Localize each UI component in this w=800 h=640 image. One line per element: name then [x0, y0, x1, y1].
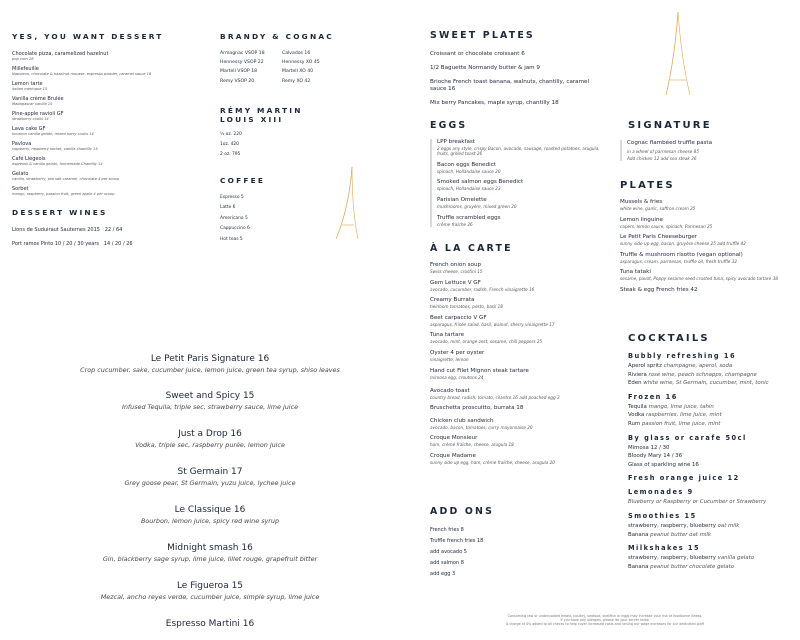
- coffee-list: Espresso 5 Latte 6 Americano 5 Cappuccino 6 Hot teas 5: [220, 194, 250, 242]
- cocktail-group-title: Fresh orange juice 12: [628, 474, 740, 483]
- brandy-title: BRANDY & COGNAC: [220, 32, 334, 41]
- cocktail-item-name: Banana: [628, 531, 649, 538]
- signature-section: [620, 120, 790, 161]
- plate-item-desc: sesame, pavot, Poppy sesame seed crusted tuna, spicy avocado tartare 38: [620, 276, 778, 282]
- house-cocktail-desc: Crop cucumber, sake, cucumber juice, lemon juice, green tea syrup, shiso leaves: [80, 366, 340, 374]
- cocktail-item: [628, 462, 798, 469]
- plate-item-name: Lemon linguine: [620, 216, 663, 223]
- eggs-title: EGGS: [430, 120, 468, 131]
- house-cocktail-name: St Germain 17: [177, 467, 243, 477]
- house-cocktail-desc: Vodka, triple sec, raspberry purée, lemon juice: [135, 441, 285, 449]
- cocktail-item: [628, 404, 798, 411]
- carte-item-name: Creamy Burrata: [430, 297, 475, 304]
- plate-item-desc: capers, lemon sauce, spinach, Parmesan 25: [620, 223, 713, 229]
- house-cocktail: [0, 354, 420, 374]
- cocktail-item: [628, 555, 798, 562]
- dessert-item-name: Gelato: [12, 171, 29, 177]
- dessert-item: [12, 171, 202, 181]
- footer-line: If you have any allergies, please let your server know.: [560, 618, 650, 623]
- cocktail-item-desc: passion fruit, lime juice, mint: [641, 420, 721, 427]
- dessert-item-name: Pavlova: [12, 141, 32, 147]
- carte-item: [430, 315, 605, 327]
- plate-item-name: Le Petit Paris Cheeseburger: [620, 234, 697, 241]
- addons-list: French fries 8 Truffle french fries 18 add avocado 5 add salmon 8 add egg 3: [430, 527, 484, 577]
- cocktail-group: [628, 434, 798, 469]
- carte-item-desc: mimosa egg, croutons 24: [430, 374, 484, 380]
- carte-item: [430, 453, 605, 465]
- dessert-item: [12, 156, 202, 166]
- egg-item-desc: crème fraîche 26: [437, 221, 473, 227]
- brandy-cell: Calvados 16: [282, 51, 311, 56]
- plate-item: [620, 199, 790, 211]
- house-cocktail: [0, 619, 420, 629]
- brandy-cell: Martell XO 40: [282, 69, 314, 75]
- egg-item-desc: spinach, Hollandaise sauce 23: [437, 186, 501, 192]
- cocktail-item: [628, 564, 798, 571]
- carte-list: [430, 262, 605, 380]
- dessert-item-name: Sorbet: [12, 186, 29, 192]
- footer-line: Consuming raw or undercooked meats, poultry, seafood, shellfish or eggs may increase your risk of foodborne illness.: [507, 614, 703, 618]
- dessert-item: [12, 66, 202, 76]
- cocktail-group: [628, 352, 798, 387]
- egg-item-name: Truffle scrambled eggs: [437, 214, 501, 221]
- cocktail-item: [628, 372, 798, 379]
- plate-item: [620, 234, 790, 246]
- cocktail-item-desc: Blueberry or Raspberry or Cucumber or Strawberry: [628, 499, 767, 506]
- carte-item: [430, 332, 605, 344]
- carte-item-name: Beet carpaccio V GF: [430, 314, 487, 321]
- cocktail-item-name: Tequila: [628, 403, 647, 410]
- cocktail-group-title: Bubbly refreshing 16: [628, 352, 737, 360]
- signature-title: SIGNATURE: [628, 120, 712, 131]
- addons-section: [430, 506, 605, 580]
- cocktail-item: [628, 499, 798, 506]
- sweet-item: 1/2 Baguette Normandy butter & jam 9: [430, 65, 540, 71]
- carte-item: [430, 262, 605, 274]
- carte-item-name: Croque Madame: [430, 452, 476, 459]
- cocktail-group-title: Milkshakes 15: [628, 544, 701, 553]
- carte-section: [430, 243, 605, 471]
- cocktail-item-desc: peanut butter chocolate gelato: [650, 563, 735, 570]
- carte-item-name: Oyster 4 per oyster: [430, 349, 485, 356]
- carte-list-2: [430, 388, 605, 465]
- house-cocktail-name: Le Figueroa 15: [176, 581, 244, 591]
- house-cocktail: [0, 543, 420, 563]
- carte-item-desc: asparagus, frisée salad, basil, walnut, sherry vinaigrette 17: [430, 321, 555, 327]
- plate-item: [620, 252, 790, 264]
- carte-item-name: Hand cut Filet Mignon steak tartare: [430, 367, 529, 374]
- carte-item-name: Croque Monsieur: [430, 435, 478, 442]
- dessert-item-name: Millefeuille: [12, 66, 39, 72]
- plate-item: [620, 287, 790, 294]
- cocktail-item-desc: white wine, St Germain, cucumber, mint, tonic: [643, 380, 769, 387]
- sweet-item: Mix berry Pancakes, maple syrup, chantilly 18: [430, 100, 559, 106]
- cocktail-item: [628, 421, 798, 428]
- dessert-item-name: Lava cake GF: [12, 126, 46, 132]
- house-cocktail: [0, 467, 420, 487]
- egg-item: [437, 197, 605, 209]
- plate-item-name: Steak & egg French fries 42: [620, 286, 698, 293]
- house-cocktail-name: Le Classique 16: [174, 505, 246, 515]
- carte-item-name: Gem Lettuce V GF: [430, 279, 481, 286]
- eiffel-tower-sketch-right: [662, 10, 692, 100]
- brandy-cell: Armagnac VSOP 18: [220, 51, 265, 56]
- brandy-cell: Hennessy XO 45: [282, 60, 320, 66]
- carte-item: [430, 368, 605, 380]
- carte-item: [430, 297, 605, 309]
- plate-item-desc: sunny side-up egg, bacon, gruyère cheese 25 add truffle 42: [620, 241, 746, 247]
- cocktail-item-name: Vodka: [628, 412, 645, 419]
- plate-item: [620, 269, 790, 281]
- cocktail-item-name: Eden: [628, 380, 642, 387]
- eggs-list: [430, 139, 605, 227]
- carte-item: [430, 418, 605, 430]
- carte-item: [430, 388, 605, 400]
- sweet-plates-section: [430, 30, 605, 107]
- cocktail-group-title: By glass or carafe 50cl: [628, 433, 747, 442]
- house-cocktail: [0, 391, 420, 411]
- addons-title: ADD ONS: [430, 506, 495, 517]
- dessert-wine-1: Lions de Suduiraut Sauternes 2015 22 / 64: [12, 227, 123, 234]
- brandy-cell: Hennessy VSOP 22: [220, 60, 264, 66]
- cocktail-group-title: Smoothies 15: [628, 511, 697, 520]
- dessert-item-desc: pop corn 28: [12, 57, 34, 61]
- brandy-cell: Remy VSOP 20: [220, 78, 255, 84]
- house-cocktail: [0, 429, 420, 449]
- egg-item: [437, 215, 605, 227]
- egg-item: [437, 162, 605, 174]
- house-cocktail: [0, 581, 420, 601]
- cocktail-group-title: Frozen 16: [628, 392, 678, 401]
- carte-item-name: French onion soup: [430, 262, 482, 268]
- dessert-item: [12, 126, 202, 136]
- cocktail-item-desc: mango, lime juice, tahin: [648, 403, 714, 410]
- dessert-title: YES, YOU WANT DESSERT: [12, 32, 164, 41]
- carte-item-name: Bruschetta proscuitto, burrata 18: [430, 405, 524, 412]
- house-cocktail-name: Espresso Martini 16: [165, 619, 255, 629]
- cocktail-item: [628, 363, 798, 370]
- cocktail-item-desc: raspberries, lime juice, mint: [646, 412, 722, 419]
- dessert-item-desc: espresso & vanilla gelato, homemade Chantilly 14: [12, 162, 103, 166]
- footer-line: A charge of 4% added to all checks to help cover increased costs and raising our wage increases for our dedicated staff: [506, 622, 704, 627]
- eggs-section: [430, 120, 605, 232]
- egg-item-name: LPP breakfast: [437, 139, 475, 145]
- cocktail-item-name: Glass of sparkling wine 16: [628, 461, 699, 468]
- house-cocktail-desc: Bourbon, lemon juice, spicy red wine syrup: [140, 517, 280, 525]
- cocktail-item-name: strawberry, raspberry, blueberry: [628, 522, 716, 529]
- dessert-item-desc: Napoleon, chocolate & hazelnut mousse, espresso powder, caramel sauce 16: [12, 72, 152, 76]
- dessert-item-desc: bourbon vanilla gelato, mixed berry coulis 14: [12, 132, 94, 136]
- brandy-table: [220, 51, 360, 84]
- dessert-item: [12, 186, 202, 196]
- dessert-item: [12, 96, 202, 106]
- egg-item-desc: 2 eggs any style, crispy Bacon, avocado, sausage, roasted potatoes, arugula, fruits, grilled toast 26: [437, 146, 600, 157]
- dessert-item-desc: Madagascar vanilla 15: [12, 102, 53, 106]
- carte-item-name: Chicken club sandwich: [430, 417, 494, 424]
- sweet-item: Brioche French toast banana, walnuts, chantilly, caramel sauce 16: [430, 79, 590, 92]
- dessert-item-desc: vanilla, strawberry, sea salt caramel, chocolate 4 per scoop: [12, 177, 120, 181]
- house-cocktail-desc: Infused Tequila, triple sec, strawberry sauce, lime juice: [121, 403, 299, 411]
- cocktail-item-desc: vanilla gelato: [717, 555, 754, 562]
- house-cocktail-name: Midnight smash 16: [167, 543, 253, 553]
- cocktail-item: [628, 412, 798, 419]
- coffee-title: COFFEE: [220, 175, 266, 185]
- cocktail-group: [628, 544, 798, 570]
- dessert-item-desc: strawberry coulis 14: [12, 117, 49, 121]
- dessert-section: [12, 32, 202, 247]
- dessert-item-desc: italian meringue 15: [12, 87, 48, 91]
- plates-title: PLATES: [620, 180, 675, 191]
- house-cocktail-desc: Mezcal, ancho reyes verde, cucumber juice, simple syrup, lime juice: [100, 593, 320, 601]
- cocktails-title: COCKTAILS: [628, 333, 710, 344]
- remy-title-1: RÉMY MARTIN: [220, 105, 303, 115]
- cocktail-item-name: Aperol spritz: [628, 363, 662, 369]
- carte-item-desc: Swiss cheese, crostini 15: [430, 269, 483, 274]
- dessert-item-name: Lemon tarte: [12, 81, 43, 87]
- house-cocktail: [0, 505, 420, 525]
- dessert-wine-2: Port ramos Pinto 10 / 20 / 30 years 14 / 20 / 26: [12, 241, 133, 248]
- cocktail-item: [628, 532, 798, 539]
- cocktails-section: [628, 333, 798, 576]
- dessert-item: [12, 81, 202, 91]
- dessert-item-desc: mango, raspberry, passion fruit, green apple 4 per scoop: [12, 192, 115, 196]
- dessert-item-desc: raspberry, raspberry sorbet, vanilla chantilly 15: [12, 147, 98, 151]
- signature-dish: Cognac flambéed truffle pasta: [627, 140, 713, 146]
- carte-item: [430, 280, 605, 292]
- egg-item: [437, 179, 605, 191]
- carte-title: À LA CARTE: [430, 243, 513, 254]
- cocktail-item: [628, 523, 798, 530]
- cocktail-item-desc: rosé wine, peach schnapps, champagne: [648, 371, 757, 378]
- plate-item-name: Mussels & fries: [620, 199, 663, 205]
- egg-item-desc: mushrooms, gruyère, mixed green 20: [437, 203, 517, 209]
- egg-item: [437, 139, 605, 156]
- signature-desc: in a wheel of parmesan cheese 85: [627, 149, 699, 154]
- signature-addons: Add chicken 12 add sea steak 36: [627, 156, 697, 162]
- egg-item-name: Bacon eggs Benedict: [437, 161, 496, 168]
- dessert-item: [12, 51, 202, 61]
- carte-item-desc: vinaigrette, lemon: [430, 356, 469, 362]
- house-cocktail-name: Just a Drop 16: [178, 429, 242, 439]
- carte-item: [430, 435, 605, 447]
- house-cocktail-desc: Grey goose pear, St Germain, yuzu juice, lychee juice: [124, 479, 296, 487]
- house-cocktail-desc: Gin, blackberry sage syrup, lime juice, lillet rouge, grapefruit bitter: [102, 555, 318, 563]
- egg-item-desc: spinach, Hollandaise sauce 20: [437, 168, 501, 174]
- remy-title-2: LOUIS XIII: [220, 114, 284, 124]
- eiffel-tower-sketch-left: [330, 165, 360, 245]
- dessert-item-name: Pine-apple ravioli GF: [12, 111, 64, 117]
- cocktail-item: [628, 453, 798, 460]
- cocktail-item-desc: peanut butter oat milk: [650, 531, 711, 538]
- cocktail-item-name: strawberry, raspberry, blueberry: [628, 555, 716, 562]
- carte-item-desc: avocado, cucumber, radish, French vinaigrette 16: [430, 286, 535, 292]
- cocktail-item-name: Riviera: [628, 371, 647, 378]
- dessert-wines-title: DESSERT WINES: [12, 208, 108, 218]
- house-cocktail-name: Sweet and Spicy 15: [165, 391, 255, 401]
- dessert-list: [12, 51, 202, 196]
- dessert-item-name: Vanilla crème Brulée: [12, 96, 64, 102]
- dessert-item-name: Chocolate pizza, caramelized hazelnut: [12, 51, 109, 57]
- cocktail-item-name: Bloody Mary 14 / 36: [628, 453, 683, 460]
- footer-notice: [440, 614, 770, 627]
- cocktail-group: [628, 393, 798, 428]
- plates-section: [620, 180, 790, 299]
- carte-item-desc: sunny side up egg, ham, crème fraîche, cheese, arugula 20: [430, 459, 555, 465]
- cocktail-item-name: Rum: [628, 420, 641, 427]
- sweet-item: Croissant or chocolate croissant 6: [430, 51, 525, 57]
- cocktail-group-title: Lemonades 9: [628, 488, 694, 497]
- egg-item-name: Parisian Omelette: [437, 196, 487, 203]
- brandy-cell: Remy XO 42: [282, 78, 311, 84]
- carte-item-desc: avocado, bacon, tomatoes, curry mayonnaise 20: [430, 424, 533, 430]
- cocktail-group: [628, 474, 798, 482]
- carte-item: [430, 405, 605, 412]
- plate-item: [620, 217, 790, 229]
- egg-item-name: Smoked salmon eggs Benedict: [437, 179, 524, 186]
- carte-item-desc: heirloom tomatoes, pesto, basil 18: [430, 304, 503, 310]
- carte-item: [430, 350, 605, 362]
- carte-item-desc: avocado, mint, orange zest, sesame, chili peppers 25: [430, 339, 543, 345]
- plate-item-name: Tuna tataki: [620, 269, 651, 276]
- cocktail-group: [628, 488, 798, 506]
- remy-list: ½ oz. 220 1oz. 420 2 oz. 795: [220, 131, 242, 157]
- brandy-cell: Martell VSOP 18: [220, 69, 258, 75]
- carte-item-desc: country bread, radish, tomato, cilantro 16 add poached egg 3: [430, 394, 560, 400]
- plates-list: [620, 199, 790, 294]
- dessert-item: [12, 141, 202, 151]
- carte-item-name: Avocado toast: [430, 387, 470, 394]
- dessert-item-name: Café Liégeois: [12, 156, 46, 162]
- carte-item-desc: ham, crème fraîche, cheese, arugula 18: [430, 442, 514, 448]
- cocktail-item-name: Mimosa 12 / 30: [628, 444, 670, 451]
- cocktail-item-name: Banana: [628, 563, 649, 570]
- house-cocktail-name: Le Petit Paris Signature 16: [150, 354, 270, 364]
- plate-item-name: Truffle & mushroom risotto (vegan optional): [620, 251, 743, 258]
- cocktail-groups: [628, 352, 798, 570]
- carte-item-name: Tuna tartare: [430, 332, 465, 339]
- cocktail-group: [628, 512, 798, 538]
- sweet-plates-title: SWEET PLATES: [430, 30, 535, 41]
- dessert-item: [12, 111, 202, 121]
- cocktail-item: [628, 380, 798, 387]
- plate-item-desc: white wine, garlic, saffron cream 25: [620, 206, 696, 211]
- cocktail-item-desc: oat milk: [717, 522, 740, 529]
- cocktail-item-desc: champagne, aperol, soda: [663, 363, 733, 369]
- cocktail-item: [628, 445, 798, 452]
- plate-item-desc: asparagus, cream, parmesan, truffle oil, fresh truffle 32: [620, 258, 738, 264]
